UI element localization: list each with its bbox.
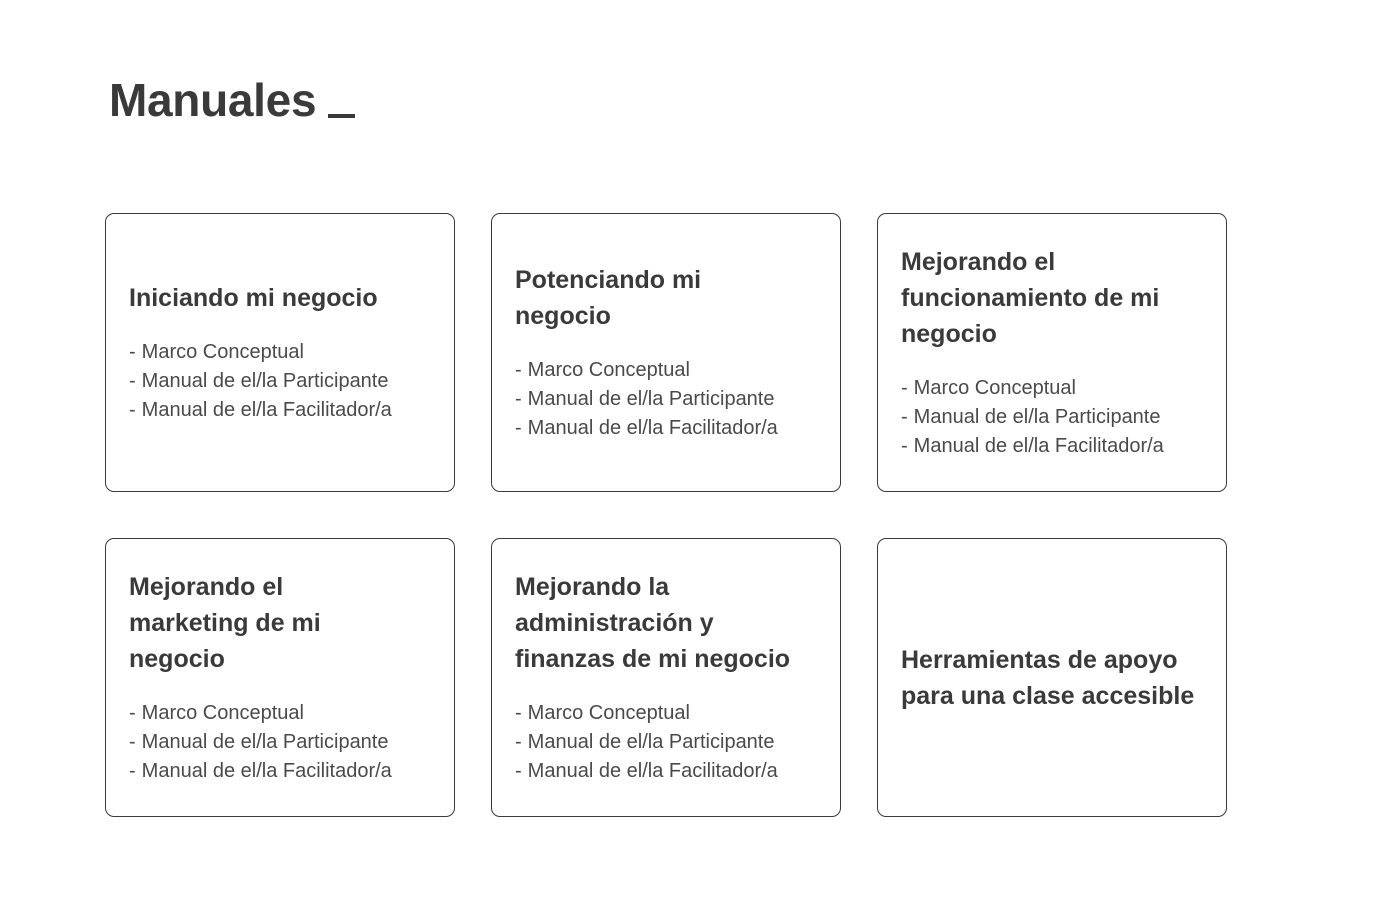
link-label[interactable]: Manual de el/la Participante <box>141 370 389 392</box>
card-title[interactable]: Herramientas de apoyo para una clase accesible <box>901 645 1195 710</box>
dash-bullet: - <box>901 377 908 399</box>
card-title[interactable]: Iniciando mi negocio <box>129 284 378 312</box>
link-label[interactable]: Manual de el/la Facilitador/a <box>141 760 392 782</box>
link-label[interactable]: Manual de el/la Participante <box>913 406 1161 428</box>
link-manual-participante[interactable] <box>515 385 822 414</box>
link-label[interactable]: Manual de el/la Facilitador/a <box>141 399 392 421</box>
manual-card-herramientas[interactable] <box>877 538 1227 817</box>
dash-bullet: - <box>515 388 522 410</box>
card-link-list <box>515 699 822 786</box>
link-manual-participante[interactable] <box>129 367 436 396</box>
link-manual-participante[interactable] <box>129 728 436 757</box>
link-manual-participante[interactable] <box>515 728 822 757</box>
manual-card-marketing[interactable] <box>105 538 455 817</box>
link-label[interactable]: Marco Conceptual <box>527 359 690 381</box>
page-title-text: Manuales <box>109 74 317 126</box>
manual-card-administracion[interactable] <box>491 538 841 817</box>
card-link-list <box>129 699 436 786</box>
card-title[interactable]: Mejorando el marketing de mi negocio <box>129 573 321 673</box>
dash-bullet: - <box>515 359 522 381</box>
manual-card-potenciando[interactable] <box>491 213 841 492</box>
card-title[interactable]: Mejorando la administración y finanzas de mi negocio <box>515 573 791 673</box>
manual-card-grid <box>105 213 1228 817</box>
link-label[interactable]: Marco Conceptual <box>527 702 690 724</box>
link-manual-facilitador[interactable] <box>515 414 822 443</box>
link-label[interactable]: Marco Conceptual <box>913 377 1076 399</box>
link-label[interactable]: Marco Conceptual <box>141 341 304 363</box>
link-label[interactable]: Manual de el/la Facilitador/a <box>527 417 778 439</box>
link-label[interactable]: Manual de el/la Participante <box>141 731 389 753</box>
link-label[interactable]: Manual de el/la Facilitador/a <box>527 760 778 782</box>
dash-bullet: - <box>129 760 136 782</box>
dash-bullet: - <box>515 702 522 724</box>
link-label[interactable]: Marco Conceptual <box>141 702 304 724</box>
link-label[interactable]: Manual de el/la Participante <box>527 731 775 753</box>
link-marco-conceptual[interactable] <box>515 699 822 728</box>
link-marco-conceptual[interactable] <box>515 356 822 385</box>
manual-card-iniciando[interactable] <box>105 213 455 492</box>
page-title <box>109 72 355 128</box>
dash-bullet: - <box>129 370 136 392</box>
card-title[interactable]: Potenciando mi negocio <box>515 266 702 330</box>
dash-bullet: - <box>901 406 908 428</box>
title-underscore-decoration <box>328 114 355 118</box>
dash-bullet: - <box>129 702 136 724</box>
dash-bullet: - <box>129 399 136 421</box>
card-link-list <box>129 338 436 425</box>
link-marco-conceptual[interactable] <box>129 699 436 728</box>
link-label[interactable]: Manual de el/la Facilitador/a <box>913 435 1164 457</box>
dash-bullet: - <box>515 417 522 439</box>
dash-bullet: - <box>129 341 136 363</box>
link-marco-conceptual[interactable] <box>901 374 1208 403</box>
link-manual-facilitador[interactable] <box>129 757 436 786</box>
link-marco-conceptual[interactable] <box>129 338 436 367</box>
manual-card-funcionamiento[interactable] <box>877 213 1227 492</box>
link-manual-facilitador[interactable] <box>129 396 436 425</box>
link-manual-participante[interactable] <box>901 403 1208 432</box>
link-manual-facilitador[interactable] <box>515 757 822 786</box>
link-manual-facilitador[interactable] <box>901 432 1208 461</box>
dash-bullet: - <box>515 731 522 753</box>
link-label[interactable]: Manual de el/la Participante <box>527 388 775 410</box>
card-title[interactable]: Mejorando el funcionamiento de mi negocio <box>901 248 1160 348</box>
dash-bullet: - <box>515 760 522 782</box>
dash-bullet: - <box>901 435 908 457</box>
card-link-list <box>901 374 1208 461</box>
card-link-list <box>515 356 822 443</box>
dash-bullet: - <box>129 731 136 753</box>
